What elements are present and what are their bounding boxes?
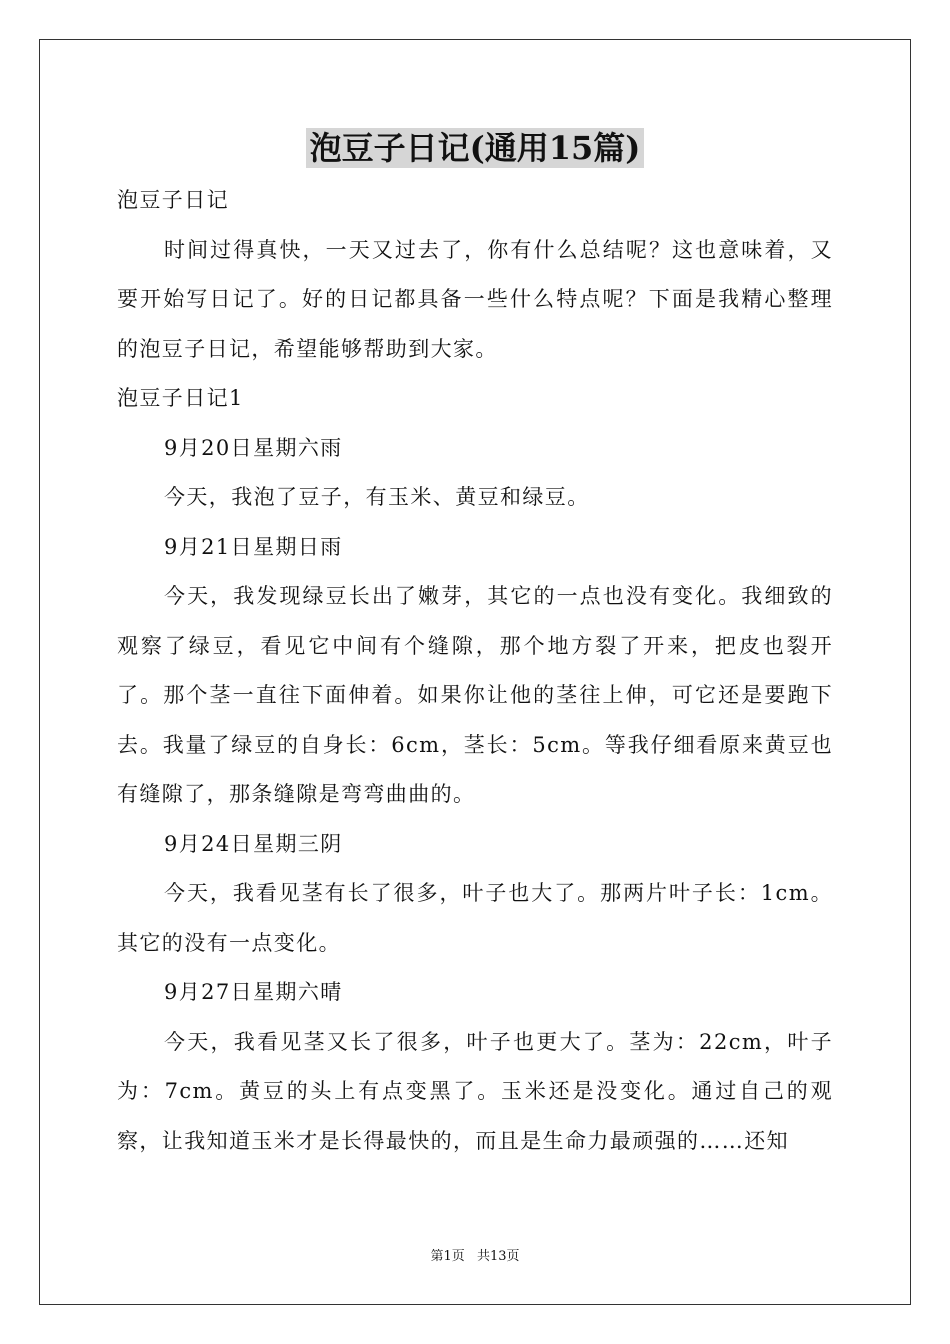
paragraph: 今天，我看见茎有长了很多，叶子也大了。那两片叶子长：1cm。其它的没有一点变化。 [117, 881, 833, 955]
paragraph: 时间过得真快，一天又过去了，你有什么总结呢？这也意味着，又要开始写日记了。好的日记都具备一些什么特点呢？下面是我精心整理的泡豆子日记，希望能够帮助到大家。 [117, 237, 833, 361]
paragraph: 9月20日星期六雨 [164, 435, 343, 460]
paragraph: 今天，我泡了豆子，有玉米、黄豆和绿豆。 [164, 485, 590, 509]
document-body [117, 176, 833, 1166]
page-number: 第1页 [430, 1249, 465, 1264]
paragraph: 泡豆子日记1 [117, 386, 244, 410]
paragraph: 9月27日星期六晴 [164, 980, 343, 1004]
page-footer [0, 1248, 950, 1266]
document-title: 泡豆子日记(通用15篇) [306, 128, 645, 168]
paragraph: 泡豆子日记 [117, 188, 229, 212]
page-total: 共13页 [476, 1249, 520, 1264]
paragraph: 9月24日星期三阴 [164, 831, 343, 856]
title-container [0, 128, 950, 168]
paragraph: 今天，我发现绿豆长出了嫩芽，其它的一点也没有变化。我细致的观察了绿豆，看见它中间有个缝隙，那个地方裂了开来，把皮也裂开了。那个茎一直往下面伸着。如果你让他的茎往上伸，可它还是要跑下去。我量了绿豆的自身长：6cm，茎长：5cm。等我仔细看原来黄豆也有缝隙了，那条缝隙是弯弯曲曲的。 [117, 584, 833, 806]
paragraph: 今天，我看见茎又长了很多，叶子也更大了。茎为：22cm，叶子为：7cm。黄豆的头上有点变黑了。玉米还是没变化。通过自己的观察，让我知道玉米才是长得最快的，而且是生命力最顽强的……还知 [117, 1029, 833, 1153]
paragraph: 9月21日星期日雨 [164, 534, 343, 559]
